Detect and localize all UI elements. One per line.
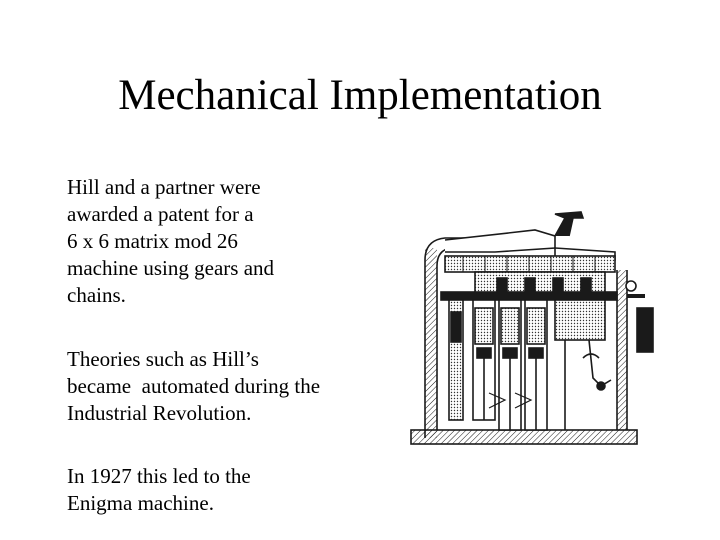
paragraph-enigma — [67, 463, 251, 517]
text-line: Hill and a partner were — [67, 175, 261, 199]
slide-title: Mechanical Implementation — [118, 72, 602, 119]
text-line: awarded a patent for a — [67, 202, 254, 226]
paragraph-patent — [67, 174, 274, 309]
text-line: Enigma machine. — [67, 491, 214, 515]
text-line: 6 x 6 matrix mod 26 — [67, 229, 238, 253]
text-line: became automated during the — [67, 374, 321, 398]
hill-cipher-machine-figure — [405, 208, 660, 453]
machine-illustration — [405, 208, 660, 453]
text-line: machine using gears and — [67, 256, 275, 280]
text-line: chains. — [67, 283, 126, 307]
text-line: In 1927 this led to the — [67, 464, 251, 488]
text-line: Industrial Revolution. — [67, 401, 252, 425]
paragraph-industrial — [67, 346, 320, 427]
text-line: Theories such as Hill’s — [67, 347, 259, 371]
